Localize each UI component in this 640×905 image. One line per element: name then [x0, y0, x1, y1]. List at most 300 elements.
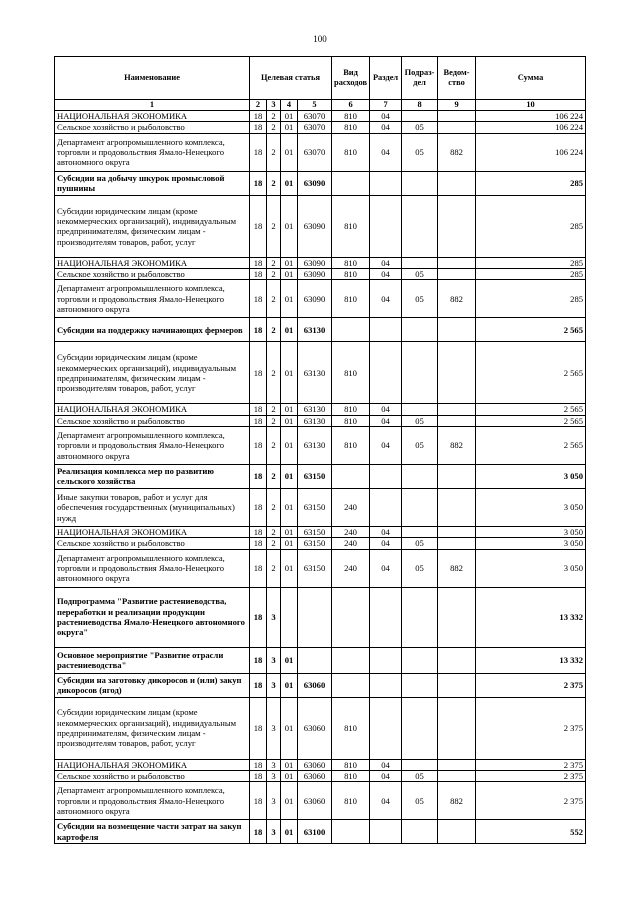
sum-cell: 2 375 [476, 673, 586, 697]
subsection-cell [402, 587, 438, 647]
department-cell [438, 404, 476, 415]
column-number-row [55, 100, 586, 111]
target-code-cell: 01 [281, 111, 298, 122]
target-code-cell: 01 [281, 269, 298, 280]
column-number: 2 [250, 100, 267, 111]
department-cell [438, 488, 476, 526]
expense-type-cell: 810 [332, 195, 370, 257]
subsection-cell: 05 [402, 280, 438, 318]
table-row [55, 195, 586, 257]
target-code-cell: 2 [267, 464, 281, 488]
table-row [55, 549, 586, 587]
target-code-cell: 01 [281, 549, 298, 587]
table-row [55, 759, 586, 770]
target-code-cell: 01 [281, 759, 298, 770]
target-code-cell: 3 [267, 697, 281, 759]
target-code-cell: 3 [267, 647, 281, 673]
target-code-cell: 01 [281, 415, 298, 426]
header-row [55, 57, 586, 100]
section-cell [370, 195, 402, 257]
target-code-cell: 18 [250, 647, 267, 673]
target-code-cell: 18 [250, 171, 267, 195]
target-code-cell: 2 [267, 415, 281, 426]
expense-type-cell: 810 [332, 122, 370, 133]
subsection-cell: 05 [402, 415, 438, 426]
row-name-cell: Подпрограмма "Развитие растениеводства, переработки и реализации продукции растениеводства Ямало-Ненецкого автономного округа" [55, 587, 250, 647]
subsection-cell [402, 404, 438, 415]
target-code-cell: 63060 [298, 770, 332, 781]
row-name-cell: Субсидии юридическим лицам (кроме некоммерческих организаций), индивидуальным предпринимателям, физическим лицам - производителям товаров, работ, услуг [55, 195, 250, 257]
row-name-cell: Департамент агропромышленного комплекса, торговли и продовольствия Ямало-Ненецкого автономного округа [55, 133, 250, 171]
target-code-cell: 3 [267, 673, 281, 697]
target-code-cell: 18 [250, 415, 267, 426]
header-section: Раздел [370, 57, 402, 100]
subsection-cell: 05 [402, 269, 438, 280]
target-code-cell: 18 [250, 280, 267, 318]
expense-type-cell: 240 [332, 488, 370, 526]
column-number: 8 [402, 100, 438, 111]
target-code-cell: 18 [250, 526, 267, 537]
row-name-cell: Департамент агропромышленного комплекса, торговли и продовольствия Ямало-Ненецкого автономного округа [55, 280, 250, 318]
table-row [55, 269, 586, 280]
table-row [55, 415, 586, 426]
expense-type-cell: 810 [332, 426, 370, 464]
section-cell [370, 318, 402, 342]
column-number: 6 [332, 100, 370, 111]
subsection-cell [402, 111, 438, 122]
subsection-cell [402, 697, 438, 759]
department-cell: 882 [438, 133, 476, 171]
row-name-cell: Сельское хозяйство и рыболовство [55, 415, 250, 426]
section-cell [370, 171, 402, 195]
sum-cell: 2 375 [476, 770, 586, 781]
target-code-cell: 01 [281, 195, 298, 257]
target-code-cell: 01 [281, 488, 298, 526]
target-code-cell: 63130 [298, 426, 332, 464]
target-code-cell: 63150 [298, 464, 332, 488]
sum-cell: 285 [476, 171, 586, 195]
target-code-cell: 01 [281, 133, 298, 171]
department-cell [438, 759, 476, 770]
department-cell [438, 647, 476, 673]
target-code-cell: 01 [281, 673, 298, 697]
target-code-cell: 01 [281, 526, 298, 537]
target-code-cell: 3 [267, 820, 281, 844]
table-row [55, 122, 586, 133]
section-cell: 04 [370, 404, 402, 415]
target-code-cell: 18 [250, 342, 267, 404]
row-name-cell: Сельское хозяйство и рыболовство [55, 538, 250, 549]
target-code-cell: 01 [281, 122, 298, 133]
sum-cell: 2 565 [476, 404, 586, 415]
expense-type-cell: 810 [332, 415, 370, 426]
expense-type-cell: 810 [332, 269, 370, 280]
expense-type-cell [332, 587, 370, 647]
row-name-cell: Субсидии на возмещение части затрат на закуп картофеля [55, 820, 250, 844]
column-number: 10 [476, 100, 586, 111]
target-code-cell: 18 [250, 257, 267, 268]
target-code-cell: 2 [267, 488, 281, 526]
section-cell [370, 488, 402, 526]
subsection-cell: 05 [402, 133, 438, 171]
header-department: Ведом-ство [438, 57, 476, 100]
department-cell [438, 111, 476, 122]
target-code-cell: 18 [250, 464, 267, 488]
section-cell: 04 [370, 415, 402, 426]
sum-cell: 285 [476, 195, 586, 257]
target-code-cell: 63070 [298, 133, 332, 171]
subsection-cell [402, 318, 438, 342]
target-code-cell: 18 [250, 404, 267, 415]
sum-cell: 106 224 [476, 122, 586, 133]
target-code-cell: 63060 [298, 697, 332, 759]
target-code-cell: 2 [267, 195, 281, 257]
target-code-cell: 01 [281, 770, 298, 781]
expense-type-cell: 240 [332, 549, 370, 587]
subsection-cell: 05 [402, 770, 438, 781]
sum-cell: 2 375 [476, 697, 586, 759]
department-cell [438, 195, 476, 257]
department-cell [438, 257, 476, 268]
target-code-cell: 63130 [298, 342, 332, 404]
row-name-cell: НАЦИОНАЛЬНАЯ ЭКОНОМИКА [55, 111, 250, 122]
column-number: 9 [438, 100, 476, 111]
table-row [55, 404, 586, 415]
target-code-cell: 2 [267, 526, 281, 537]
expense-type-cell: 810 [332, 257, 370, 268]
target-code-cell: 18 [250, 318, 267, 342]
table-row [55, 647, 586, 673]
target-code-cell: 2 [267, 171, 281, 195]
subsection-cell [402, 257, 438, 268]
target-code-cell: 2 [267, 426, 281, 464]
sum-cell: 2 375 [476, 759, 586, 770]
sum-cell: 3 050 [476, 464, 586, 488]
target-code-cell: 18 [250, 782, 267, 820]
column-number: 3 [267, 100, 281, 111]
sum-cell: 13 332 [476, 647, 586, 673]
section-cell [370, 464, 402, 488]
section-cell: 04 [370, 782, 402, 820]
subsection-cell: 05 [402, 122, 438, 133]
department-cell [438, 464, 476, 488]
target-code-cell: 18 [250, 587, 267, 647]
expense-type-cell: 810 [332, 133, 370, 171]
subsection-cell: 05 [402, 782, 438, 820]
column-number: 7 [370, 100, 402, 111]
table-row [55, 426, 586, 464]
target-code-cell: 01 [281, 464, 298, 488]
row-name-cell: Основное мероприятие "Развитие отрасли растениеводства" [55, 647, 250, 673]
target-code-cell: 63150 [298, 538, 332, 549]
section-cell [370, 697, 402, 759]
target-code-cell: 3 [267, 759, 281, 770]
subsection-cell [402, 673, 438, 697]
table-row [55, 342, 586, 404]
target-code-cell: 01 [281, 280, 298, 318]
row-name-cell: Субсидии юридическим лицам (кроме некоммерческих организаций), индивидуальным предпринимателям, физическим лицам - производителям товаров, работ, услуг [55, 697, 250, 759]
section-cell [370, 647, 402, 673]
row-name-cell: Сельское хозяйство и рыболовство [55, 122, 250, 133]
table-row [55, 526, 586, 537]
sum-cell: 106 224 [476, 133, 586, 171]
target-code-cell: 18 [250, 111, 267, 122]
section-cell: 04 [370, 426, 402, 464]
section-cell [370, 587, 402, 647]
expense-type-cell: 810 [332, 759, 370, 770]
sum-cell: 2 565 [476, 342, 586, 404]
section-cell [370, 673, 402, 697]
subsection-cell [402, 464, 438, 488]
expense-type-cell [332, 171, 370, 195]
row-name-cell: Субсидии на заготовку дикоросов и (или) закуп дикоросов (ягод) [55, 673, 250, 697]
target-code-cell: 01 [281, 538, 298, 549]
subsection-cell: 05 [402, 426, 438, 464]
target-code-cell: 63130 [298, 415, 332, 426]
target-code-cell: 63100 [298, 820, 332, 844]
department-cell: 882 [438, 782, 476, 820]
target-code-cell: 63090 [298, 257, 332, 268]
target-code-cell: 01 [281, 318, 298, 342]
expense-type-cell: 240 [332, 526, 370, 537]
sum-cell: 552 [476, 820, 586, 844]
target-code-cell: 2 [267, 318, 281, 342]
expense-type-cell: 810 [332, 697, 370, 759]
department-cell [438, 587, 476, 647]
sum-cell: 3 050 [476, 526, 586, 537]
department-cell [438, 342, 476, 404]
table-row [55, 464, 586, 488]
subsection-cell [402, 488, 438, 526]
table-row [55, 673, 586, 697]
target-code-cell: 18 [250, 770, 267, 781]
header-subsection: Подраз-дел [402, 57, 438, 100]
row-name-cell: НАЦИОНАЛЬНАЯ ЭКОНОМИКА [55, 404, 250, 415]
sum-cell: 285 [476, 280, 586, 318]
subsection-cell [402, 342, 438, 404]
table-row [55, 538, 586, 549]
target-code-cell: 63150 [298, 549, 332, 587]
subsection-cell: 05 [402, 549, 438, 587]
section-cell: 04 [370, 257, 402, 268]
page-number: 100 [313, 34, 327, 44]
table-row [55, 171, 586, 195]
target-code-cell: 3 [267, 587, 281, 647]
row-name-cell: Сельское хозяйство и рыболовство [55, 770, 250, 781]
row-name-cell: НАЦИОНАЛЬНАЯ ЭКОНОМИКА [55, 257, 250, 268]
target-code-cell: 63090 [298, 171, 332, 195]
target-code-cell: 63060 [298, 673, 332, 697]
column-number: 4 [281, 100, 298, 111]
budget-table [54, 56, 586, 844]
table-row [55, 697, 586, 759]
section-cell: 04 [370, 549, 402, 587]
row-name-cell: Субсидии юридическим лицам (кроме некоммерческих организаций), индивидуальным предпринимателям, физическим лицам - производителям товаров, работ, услуг [55, 342, 250, 404]
target-code-cell: 63150 [298, 526, 332, 537]
row-name-cell: Субсидии на поддержку начинающих фермеров [55, 318, 250, 342]
target-code-cell: 2 [267, 111, 281, 122]
section-cell: 04 [370, 269, 402, 280]
section-cell: 04 [370, 759, 402, 770]
header-sum: Сумма [476, 57, 586, 100]
target-code-cell: 2 [267, 342, 281, 404]
section-cell [370, 342, 402, 404]
row-name-cell: НАЦИОНАЛЬНАЯ ЭКОНОМИКА [55, 759, 250, 770]
department-cell [438, 415, 476, 426]
subsection-cell [402, 526, 438, 537]
target-code-cell: 18 [250, 820, 267, 844]
expense-type-cell [332, 647, 370, 673]
target-code-cell: 63060 [298, 759, 332, 770]
target-code-cell: 01 [281, 257, 298, 268]
target-code-cell [298, 587, 332, 647]
target-code-cell: 01 [281, 782, 298, 820]
target-code-cell: 2 [267, 122, 281, 133]
subsection-cell [402, 647, 438, 673]
target-code-cell: 18 [250, 488, 267, 526]
table-row [55, 782, 586, 820]
target-code-cell: 3 [267, 770, 281, 781]
target-code-cell: 18 [250, 759, 267, 770]
target-code-cell: 01 [281, 426, 298, 464]
target-code-cell: 3 [267, 782, 281, 820]
sum-cell: 2 565 [476, 318, 586, 342]
subsection-cell [402, 759, 438, 770]
section-cell: 04 [370, 538, 402, 549]
column-number: 5 [298, 100, 332, 111]
sum-cell: 13 332 [476, 587, 586, 647]
row-name-cell: Реализация комплекса мер по развитию сельского хозяйства [55, 464, 250, 488]
department-cell [438, 673, 476, 697]
department-cell [438, 697, 476, 759]
expense-type-cell: 240 [332, 538, 370, 549]
department-cell [438, 122, 476, 133]
table-row [55, 111, 586, 122]
row-name-cell: Департамент агропромышленного комплекса, торговли и продовольствия Ямало-Ненецкого автономного округа [55, 549, 250, 587]
expense-type-cell: 810 [332, 782, 370, 820]
target-code-cell: 18 [250, 426, 267, 464]
sum-cell: 3 050 [476, 549, 586, 587]
target-code-cell: 18 [250, 673, 267, 697]
department-cell [438, 526, 476, 537]
target-code-cell: 2 [267, 133, 281, 171]
department-cell: 882 [438, 280, 476, 318]
row-name-cell: Сельское хозяйство и рыболовство [55, 269, 250, 280]
sum-cell: 106 224 [476, 111, 586, 122]
target-code-cell: 18 [250, 195, 267, 257]
expense-type-cell: 810 [332, 280, 370, 318]
target-code-cell: 63090 [298, 195, 332, 257]
row-name-cell: НАЦИОНАЛЬНАЯ ЭКОНОМИКА [55, 526, 250, 537]
row-name-cell: Департамент агропромышленного комплекса, торговли и продовольствия Ямало-Ненецкого автономного округа [55, 426, 250, 464]
sum-cell: 2 565 [476, 426, 586, 464]
sum-cell: 285 [476, 257, 586, 268]
department-cell: 882 [438, 549, 476, 587]
sum-cell: 3 050 [476, 538, 586, 549]
section-cell: 04 [370, 526, 402, 537]
section-cell: 04 [370, 770, 402, 781]
expense-type-cell [332, 318, 370, 342]
target-code-cell [298, 647, 332, 673]
sum-cell: 2 375 [476, 782, 586, 820]
target-code-cell: 01 [281, 171, 298, 195]
department-cell: 882 [438, 426, 476, 464]
expense-type-cell [332, 673, 370, 697]
target-code-cell: 01 [281, 647, 298, 673]
target-code-cell: 18 [250, 133, 267, 171]
target-code-cell: 18 [250, 549, 267, 587]
department-cell [438, 318, 476, 342]
table-row [55, 318, 586, 342]
table-row [55, 820, 586, 844]
table-row [55, 280, 586, 318]
table-row [55, 770, 586, 781]
target-code-cell: 01 [281, 342, 298, 404]
target-code-cell: 2 [267, 257, 281, 268]
target-code-cell: 01 [281, 404, 298, 415]
target-code-cell: 63060 [298, 782, 332, 820]
target-code-cell: 2 [267, 269, 281, 280]
sum-cell: 2 565 [476, 415, 586, 426]
target-code-cell: 01 [281, 697, 298, 759]
department-cell [438, 538, 476, 549]
section-cell: 04 [370, 111, 402, 122]
section-cell: 04 [370, 133, 402, 171]
department-cell [438, 171, 476, 195]
target-code-cell [281, 587, 298, 647]
section-cell: 04 [370, 280, 402, 318]
target-code-cell: 2 [267, 280, 281, 318]
target-code-cell: 18 [250, 269, 267, 280]
target-code-cell: 2 [267, 538, 281, 549]
expense-type-cell: 810 [332, 342, 370, 404]
subsection-cell [402, 171, 438, 195]
table-row [55, 587, 586, 647]
sum-cell: 3 050 [476, 488, 586, 526]
subsection-cell: 05 [402, 538, 438, 549]
expense-type-cell: 810 [332, 770, 370, 781]
target-code-cell: 2 [267, 404, 281, 415]
table-body [55, 111, 586, 844]
expense-type-cell: 810 [332, 111, 370, 122]
target-code-cell: 2 [267, 549, 281, 587]
target-code-cell: 63070 [298, 111, 332, 122]
section-cell [370, 820, 402, 844]
table-row [55, 488, 586, 526]
expense-type-cell: 810 [332, 404, 370, 415]
target-code-cell: 18 [250, 538, 267, 549]
subsection-cell [402, 195, 438, 257]
target-code-cell: 63090 [298, 280, 332, 318]
subsection-cell [402, 820, 438, 844]
department-cell [438, 770, 476, 781]
target-code-cell: 63090 [298, 269, 332, 280]
row-name-cell: Субсидии на добычу шкурок промысловой пушнины [55, 171, 250, 195]
target-code-cell: 63130 [298, 404, 332, 415]
expense-type-cell [332, 464, 370, 488]
header-name: Наименование [55, 57, 250, 100]
target-code-cell: 63150 [298, 488, 332, 526]
column-number: 1 [55, 100, 250, 111]
expense-type-cell [332, 820, 370, 844]
row-name-cell: Иные закупки товаров, работ и услуг для обеспечения государственных (муниципальных) нужд [55, 488, 250, 526]
target-code-cell: 63070 [298, 122, 332, 133]
table-row [55, 257, 586, 268]
header-target-article: Целевая статья [250, 57, 332, 100]
row-name-cell: Департамент агропромышленного комплекса, торговли и продовольствия Ямало-Ненецкого автономного округа [55, 782, 250, 820]
section-cell: 04 [370, 122, 402, 133]
header-expense-type: Вид расходов [332, 57, 370, 100]
